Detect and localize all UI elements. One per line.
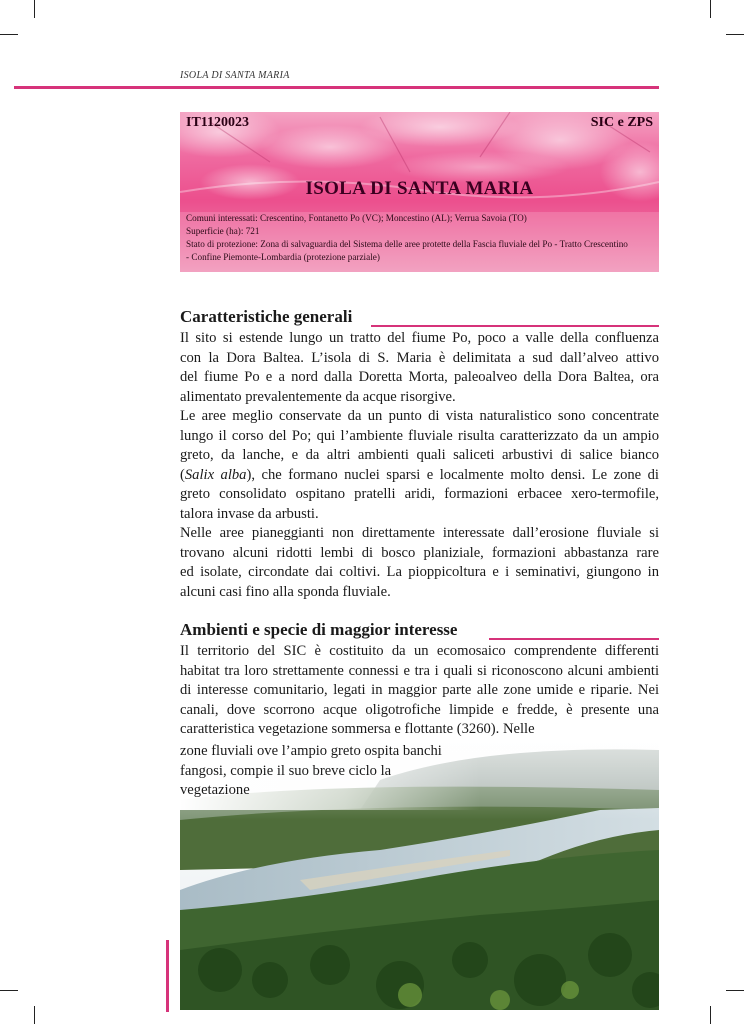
section-title: Caratteristiche generali bbox=[180, 307, 358, 327]
species-name: Salix alba bbox=[184, 466, 247, 483]
text-fragment: ( bbox=[180, 466, 185, 483]
text-line: con la Dora Baltea. L’isola di S. Maria è delimitata a sud dall’alveo attivo bbox=[180, 349, 659, 366]
crop-mark bbox=[0, 990, 18, 991]
section-heading bbox=[180, 620, 659, 642]
section-rule bbox=[371, 325, 659, 327]
text-line: canali, dove scorrono acque oligotrofiche limpide e fredde, è presente una bbox=[180, 701, 659, 718]
text-line: caratteristica vegetazione sommersa e flottante (3260). Nelle bbox=[180, 721, 535, 737]
text-line: greto, da lanche, e da altri ambienti quali saliceti arbustivi di salice bianco bbox=[180, 447, 659, 463]
text-line: Nelle aree pianeggianti non direttamente interessate dall’erosione fluviale si bbox=[180, 525, 659, 541]
margin-bar bbox=[166, 940, 169, 1012]
text-line bbox=[180, 466, 659, 486]
crop-mark bbox=[34, 0, 35, 18]
text-line: habitat tra loro strettamente connessi e tra i quali si riconoscono alcuni ambienti bbox=[180, 662, 659, 679]
running-title: ISOLA DI SANTA MARIA bbox=[180, 70, 290, 81]
info-line: - Confine Piemonte-Lombardia (protezione parziale) bbox=[186, 252, 380, 262]
crop-mark bbox=[726, 990, 744, 991]
text-line: greto consolidato ospitano pratelli aridi, formazioni erbacee xero-termofile, bbox=[180, 486, 659, 502]
info-line: Superficie (ha): 721 bbox=[186, 226, 260, 236]
text-line: lungo il corso del Po; qui l’ambiente fluviale risulta caratterizzato da un ampio bbox=[180, 427, 659, 444]
text-line: di interesse comunitario, legati in maggior parte alle zone umide e riparie. Nei bbox=[180, 682, 659, 698]
crop-mark bbox=[34, 1006, 35, 1024]
header-rule bbox=[14, 86, 659, 89]
section-rule bbox=[489, 638, 659, 640]
text-line: Il sito si estende lungo un tratto del fiume Po, poco a valle della confluenza bbox=[180, 330, 659, 346]
text-line: fangosi, compie il suo breve ciclo la bbox=[180, 762, 392, 779]
text-line: del fiume Po e a nord dalla Doretta Morta, paleoalveo della Dora Baltea, ora bbox=[180, 369, 659, 385]
info-line: Stato di protezione: Zona di salvaguardia del Sistema delle aree protette della Fascia fluviale del Po - Tratto Crescentino bbox=[186, 239, 628, 249]
paragraph bbox=[180, 642, 659, 740]
text-line: Le aree meglio conservate da un punto di vista naturalistico sono concentrate bbox=[180, 408, 659, 424]
crop-mark bbox=[726, 34, 744, 35]
text-line: Il territorio del SIC è costituito da un ecomosaico comprendente differenti bbox=[180, 643, 659, 659]
site-info bbox=[180, 212, 659, 272]
crop-mark bbox=[0, 34, 18, 35]
site-banner bbox=[180, 112, 659, 272]
paragraph bbox=[180, 329, 659, 602]
site-title: ISOLA DI SANTA MARIA bbox=[305, 178, 534, 199]
crop-mark bbox=[710, 1006, 711, 1024]
text-line: vegetazione bbox=[180, 782, 250, 798]
info-line: Comuni interessati: Crescentino, Fontanetto Po (VC); Moncestino (AL); Verrua Savoia (TO) bbox=[186, 213, 527, 223]
text-line: trovano alcuni ridotti lembi di bosco planiziale, formazioni abbastanza rare bbox=[180, 544, 659, 561]
text-line: alcuni casi fino alla sponda fluviale. bbox=[180, 583, 391, 600]
section-heading bbox=[180, 307, 659, 329]
text-line: ed isolate, circondate dai coltivi. La pioppicoltura e i seminativi, giungono in bbox=[180, 564, 659, 580]
caption-overlay bbox=[180, 742, 470, 801]
site-code: IT1120023 bbox=[186, 115, 250, 130]
crop-mark bbox=[710, 0, 711, 18]
blossom-texture bbox=[180, 112, 659, 216]
section-title: Ambienti e specie di maggior interesse bbox=[180, 620, 463, 640]
text-fragment: ), che formano nuclei sparsi e localmente molto densi. Le zone di bbox=[246, 466, 659, 483]
text-line: talora invase da arbusti. bbox=[180, 505, 319, 522]
text-line: zone fluviali ove l’ampio greto ospita banchi bbox=[180, 743, 442, 759]
designation-badge: SIC e ZPS bbox=[590, 115, 653, 130]
text-line: alimentato prevalentemente da acque risorgive. bbox=[180, 388, 456, 405]
